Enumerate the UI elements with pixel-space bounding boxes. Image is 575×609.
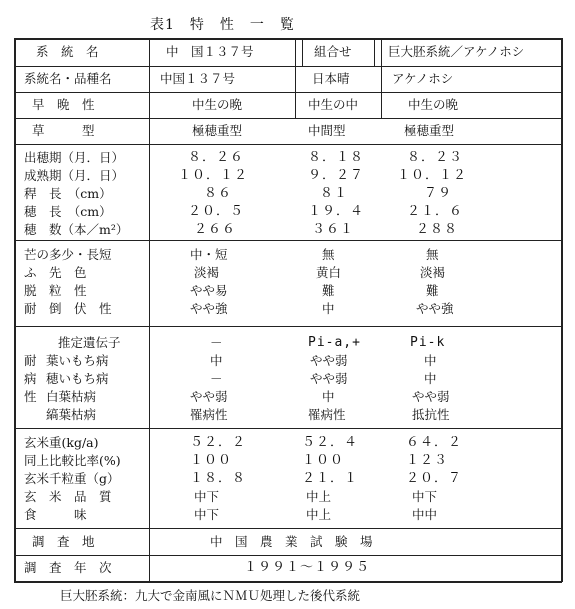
row-divider [14, 92, 562, 93]
trait-label: 脱 粒 性 [24, 283, 87, 298]
trait-value: 淡褐 [420, 265, 446, 280]
table-border-top [14, 38, 562, 40]
maturity-value-3: 中生の晩 [408, 97, 459, 112]
disease-value: Pi-k [410, 335, 446, 350]
years-value: １９９１〜１９９５ [244, 560, 371, 575]
table-border-bottom [14, 581, 562, 583]
disease-value: 中 [424, 353, 437, 368]
column-divider [381, 38, 382, 118]
disease-label: 葉いもち病 [46, 353, 109, 368]
growth-label: 出穂期（月．日） [24, 150, 125, 165]
trait-value: 中・短 [190, 247, 228, 262]
growth-value: ２１．６ [407, 204, 464, 219]
yield-label: 同上比較比率(%) [24, 453, 121, 468]
maturity-value-1: 中生の晩 [192, 97, 243, 112]
line-name: 中 国１３７号 [166, 44, 254, 59]
growth-value: ２８８ [416, 222, 459, 237]
yield-value: ５２．２ [190, 435, 247, 450]
trait-label: ふ 先 色 [24, 265, 87, 280]
disease-value: － [210, 335, 223, 350]
disease-value: 罹病性 [308, 407, 346, 422]
yield-value: ２０．７ [406, 471, 463, 486]
yield-label: 玄米重(kg/a) [24, 435, 99, 450]
table-footnote: 巨大胚系統：九大で金南風にＮＭＵ処理した後代系統 [60, 588, 361, 603]
trait-label: 耐 倒 伏 性 [24, 301, 112, 316]
yield-value: ２１．１ [302, 471, 359, 486]
row-divider [14, 144, 562, 145]
growth-value: ８．２６ [188, 150, 245, 165]
disease-value: － [210, 371, 223, 386]
yield-value: ６４．２ [406, 435, 463, 450]
growth-value: ２６６ [194, 222, 237, 237]
site-label: 調 査 地 [32, 534, 95, 549]
table-border-right [561, 38, 563, 582]
maturity-value-2: 中生の中 [308, 97, 359, 112]
trait-value: 難 [426, 283, 439, 298]
growth-label: 穂 数（本／m²） [24, 222, 129, 237]
maturity-label: 早 晩 性 [32, 97, 95, 112]
disease-side-label: 性 [24, 389, 37, 404]
yield-value: １８．８ [190, 471, 247, 486]
growth-value: ８．２３ [407, 150, 464, 165]
plant-type-value-2: 中間型 [308, 123, 346, 138]
years-label: 調 査 年 次 [24, 560, 112, 575]
growth-value: ８１ [320, 186, 349, 201]
header-label: 系 統 名 [36, 44, 99, 59]
growth-value: ２０．５ [188, 204, 245, 219]
disease-label: 穂いもち病 [46, 371, 109, 386]
yield-label: 食 味 [24, 507, 87, 522]
disease-value: やや弱 [310, 371, 348, 386]
disease-side-label: 病 [24, 371, 37, 386]
yield-value: ５２．４ [302, 435, 359, 450]
disease-label: 白葉枯病 [46, 389, 97, 404]
kumiawase-label: 組合せ [314, 44, 352, 59]
yield-value: 中上 [306, 489, 332, 504]
disease-value: やや弱 [190, 389, 228, 404]
column-divider [302, 38, 303, 66]
names-value-1: 中国１３７号 [160, 71, 236, 86]
disease-value: 中 [322, 389, 335, 404]
growth-value: ３６１ [312, 222, 355, 237]
table-border-left [14, 38, 16, 582]
growth-value: ８６ [204, 186, 233, 201]
trait-value: 黄白 [316, 265, 342, 280]
plant-type-value-3: 極穂重型 [404, 123, 455, 138]
growth-value: １０．１２ [178, 168, 249, 183]
disease-value: やや弱 [412, 389, 450, 404]
trait-value: やや易 [190, 283, 228, 298]
growth-value: ７９ [424, 186, 453, 201]
column-divider [374, 38, 375, 66]
trait-value: 無 [426, 247, 439, 262]
row-divider [14, 428, 562, 429]
growth-label: 成熟期（月．日） [24, 168, 125, 183]
row-divider [14, 555, 562, 556]
growth-value: ９．２７ [308, 168, 365, 183]
table-caption: 表1 特 性 一 覧 [150, 17, 295, 33]
yield-value: １００ [302, 453, 345, 468]
names-label: 系統名・品種名 [24, 71, 112, 86]
row-divider [14, 240, 562, 241]
growth-value: １９．４ [308, 204, 365, 219]
disease-value: 罹病性 [190, 407, 228, 422]
disease-value: Pi-a,+ [308, 335, 361, 350]
trait-value: 無 [322, 247, 335, 262]
trait-value: 中 [322, 301, 335, 316]
row-divider [14, 528, 562, 529]
yield-value: １２３ [406, 453, 449, 468]
trait-value: やや強 [416, 301, 454, 316]
disease-label: 縞葉枯病 [46, 407, 97, 422]
yield-value: 中下 [412, 489, 438, 504]
names-value-2: 日本晴 [312, 71, 350, 86]
trait-value: 難 [322, 283, 335, 298]
disease-value: 抵抗性 [412, 407, 450, 422]
yield-label: 玄 米 品 質 [24, 489, 112, 504]
yield-value: 中上 [306, 507, 332, 522]
disease-label: 推定遺伝子 [58, 335, 121, 350]
plant-type-label: 草 型 [32, 123, 95, 138]
names-value-3: アケノホシ [392, 71, 454, 86]
disease-side-label: 耐 [24, 353, 37, 368]
row-divider [14, 118, 562, 119]
column-divider [295, 38, 296, 118]
disease-value: やや弱 [310, 353, 348, 368]
trait-value: 淡褐 [194, 265, 220, 280]
trait-label: 芒の多少・長短 [24, 247, 112, 262]
characteristics-table [14, 38, 562, 582]
growth-label: 稈 長 （cm） [24, 186, 112, 201]
yield-value: １００ [190, 453, 233, 468]
yield-label: 玄米千粒重（g） [24, 471, 120, 486]
growth-value: １０．１２ [397, 168, 468, 183]
disease-value: 中 [210, 353, 223, 368]
site-value: 中 国 農 業 試 験 場 [210, 534, 373, 549]
yield-value: 中下 [194, 489, 220, 504]
disease-value: 中 [424, 371, 437, 386]
column-divider [149, 38, 150, 582]
yield-value: 中下 [194, 507, 220, 522]
plant-type-value-1: 極穂重型 [192, 123, 243, 138]
kumiawase-value: 巨大胚系統／アケノホシ [388, 44, 525, 59]
growth-value: ８．１８ [308, 150, 365, 165]
trait-value: やや強 [190, 301, 228, 316]
yield-value: 中中 [412, 507, 438, 522]
row-divider [14, 326, 562, 327]
row-divider [14, 66, 562, 67]
growth-label: 穂 長 （cm） [24, 204, 112, 219]
